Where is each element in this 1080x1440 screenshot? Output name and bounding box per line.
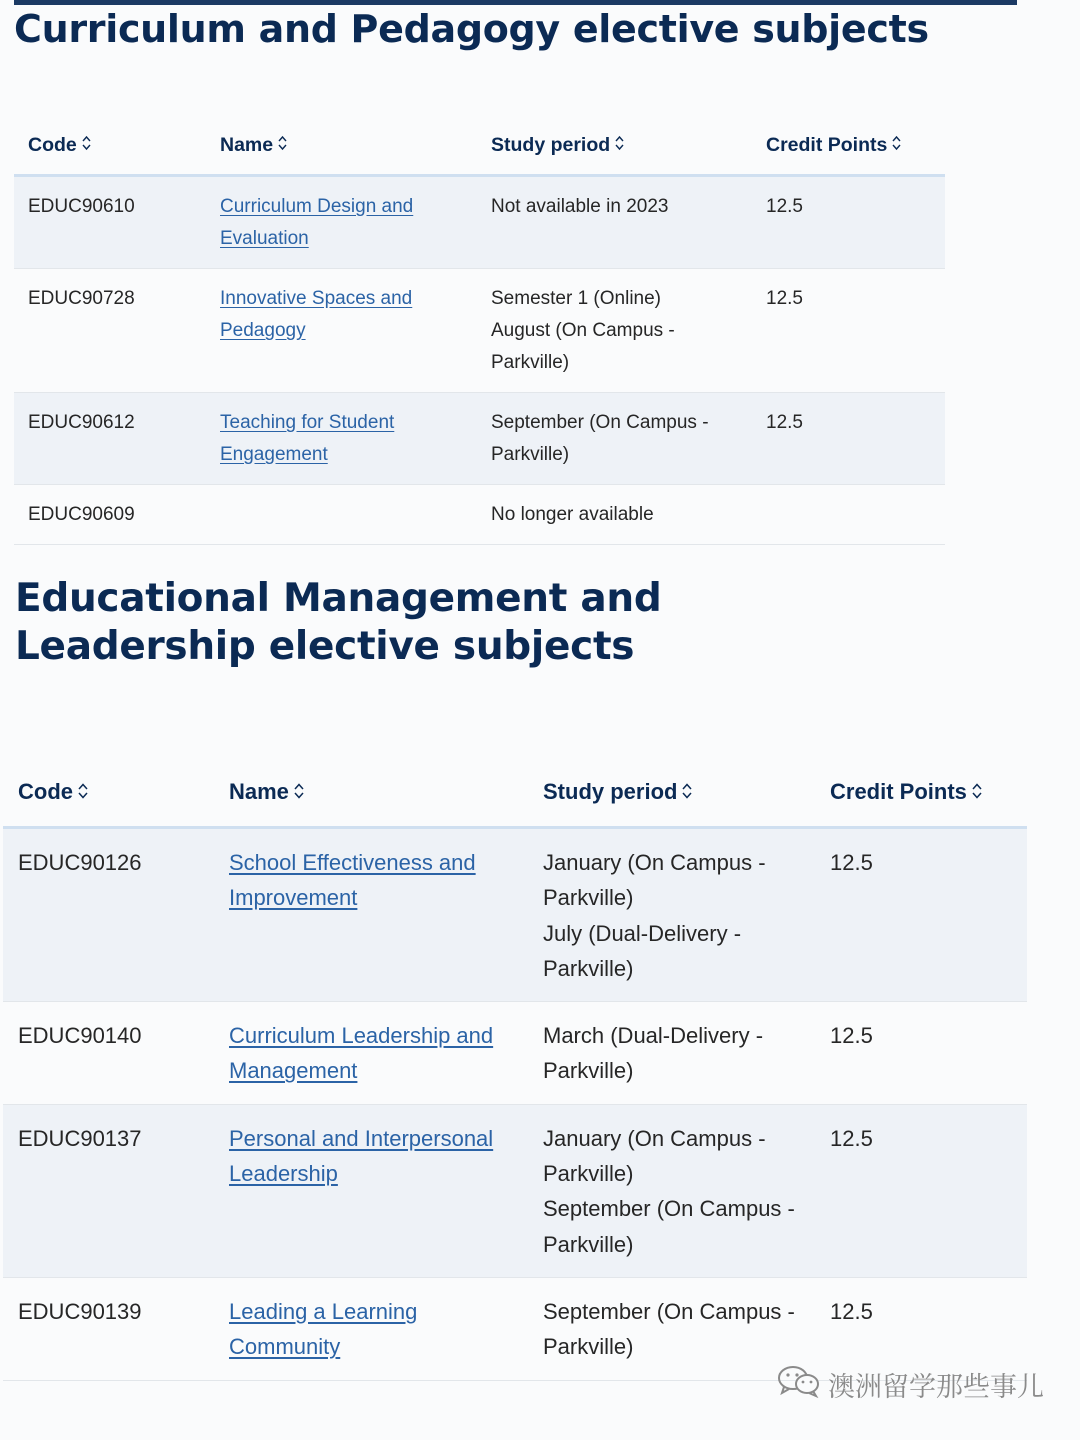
subject-code: EDUC90137 bbox=[3, 1104, 214, 1277]
sort-icon bbox=[682, 775, 692, 810]
subject-link[interactable]: Personal and Interpersonal Leadership bbox=[229, 1125, 494, 1187]
watermark bbox=[776, 1363, 1044, 1406]
study-period: July (Dual-Delivery - Parkville) bbox=[543, 920, 742, 981]
subject-name-cell bbox=[206, 269, 477, 393]
section-title-management: Educational Management and Leadership elective subjects bbox=[15, 576, 662, 669]
subject-link[interactable]: Curriculum Leadership and Management bbox=[229, 1023, 494, 1084]
subject-link[interactable]: Teaching for Student Engagement bbox=[220, 412, 395, 465]
sort-header-study-period[interactable]: Study period bbox=[477, 116, 752, 176]
watermark-text: 澳洲留学那些事儿 bbox=[828, 1372, 1044, 1403]
sort-icon bbox=[78, 775, 88, 810]
table-row bbox=[14, 393, 945, 485]
study-period-cell bbox=[477, 269, 752, 393]
subject-name-cell bbox=[214, 828, 528, 1002]
credit-points: 12.5 bbox=[752, 393, 945, 485]
study-period-cell bbox=[477, 485, 752, 545]
subject-name-cell bbox=[214, 1104, 528, 1277]
subject-code: EDUC90140 bbox=[3, 1002, 214, 1105]
subject-code: EDUC90728 bbox=[14, 269, 206, 393]
subject-link[interactable]: School Effectiveness and Improvement bbox=[229, 850, 476, 911]
credit-points: 12.5 bbox=[815, 1277, 1027, 1380]
sort-icon bbox=[294, 775, 304, 810]
subject-name-cell bbox=[206, 176, 477, 269]
study-period: September (On Campus - Parkville) bbox=[543, 1196, 795, 1257]
study-period-cell bbox=[528, 1277, 815, 1380]
section-title-curriculum: Curriculum and Pedagogy elective subjects bbox=[14, 7, 929, 51]
sort-header-name[interactable]: Name bbox=[206, 116, 477, 176]
subject-name-cell bbox=[214, 1002, 528, 1105]
subject-code: EDUC90612 bbox=[14, 393, 206, 485]
subject-link[interactable]: Leading a Learning Community bbox=[229, 1298, 418, 1360]
study-period-cell bbox=[528, 1104, 815, 1277]
subject-code: EDUC90139 bbox=[3, 1277, 214, 1380]
subject-code: EDUC90126 bbox=[3, 828, 214, 1002]
sort-header-credit-points[interactable]: Credit Points bbox=[815, 758, 1027, 828]
study-period-cell bbox=[477, 176, 752, 269]
sort-header-code[interactable]: Code bbox=[14, 116, 206, 176]
table-row bbox=[3, 1104, 1027, 1277]
sort-icon bbox=[892, 129, 901, 161]
table-row bbox=[3, 828, 1027, 1002]
credit-points: 12.5 bbox=[815, 1002, 1027, 1105]
table-row bbox=[14, 176, 945, 269]
sort-icon bbox=[972, 775, 982, 810]
sort-header-credit-points[interactable]: Credit Points bbox=[752, 116, 945, 176]
subject-code: EDUC90609 bbox=[14, 485, 206, 545]
wechat-icon bbox=[776, 1363, 828, 1406]
sort-icon bbox=[82, 129, 91, 161]
sort-header-code[interactable]: Code bbox=[3, 758, 214, 828]
study-period: August (On Campus - Parkville) bbox=[491, 320, 675, 373]
subject-code: EDUC90610 bbox=[14, 176, 206, 269]
study-period-cell bbox=[528, 1002, 815, 1105]
sort-icon bbox=[615, 129, 624, 161]
table-header-row bbox=[3, 758, 1027, 828]
study-period: March (Dual-Delivery - Parkville) bbox=[543, 1023, 764, 1084]
credit-points bbox=[752, 485, 945, 545]
table-row bbox=[14, 269, 945, 393]
subject-link[interactable]: Curriculum Design and Evaluation bbox=[220, 196, 414, 249]
top-divider bbox=[14, 0, 1017, 5]
table-row bbox=[14, 485, 945, 545]
sort-header-study-period[interactable]: Study period bbox=[528, 758, 815, 828]
subjects-table-curriculum bbox=[14, 116, 945, 545]
sort-header-name[interactable]: Name bbox=[214, 758, 528, 828]
sort-icon bbox=[278, 129, 287, 161]
study-period: September (On Campus - Parkville) bbox=[491, 412, 709, 465]
study-period: Semester 1 (Online) bbox=[491, 288, 662, 309]
study-period: January (On Campus - Parkville) bbox=[543, 850, 766, 911]
subject-name-cell bbox=[206, 393, 477, 485]
subjects-table-management bbox=[3, 758, 1027, 1381]
subject-name-cell bbox=[206, 485, 477, 545]
credit-points: 12.5 bbox=[815, 828, 1027, 1002]
study-period: January (On Campus - Parkville) bbox=[543, 1125, 766, 1187]
study-period-cell bbox=[528, 828, 815, 1002]
credit-points: 12.5 bbox=[752, 176, 945, 269]
study-period: September (On Campus - Parkville) bbox=[543, 1298, 795, 1360]
study-period-cell bbox=[477, 393, 752, 485]
subject-name-cell bbox=[214, 1277, 528, 1380]
subject-link[interactable]: Innovative Spaces and Pedagogy bbox=[220, 288, 413, 341]
study-period: No longer available bbox=[491, 504, 654, 525]
study-period: Not available in 2023 bbox=[491, 196, 669, 217]
table-row bbox=[3, 1002, 1027, 1105]
table-header-row bbox=[14, 116, 945, 176]
credit-points: 12.5 bbox=[815, 1104, 1027, 1277]
credit-points: 12.5 bbox=[752, 269, 945, 393]
